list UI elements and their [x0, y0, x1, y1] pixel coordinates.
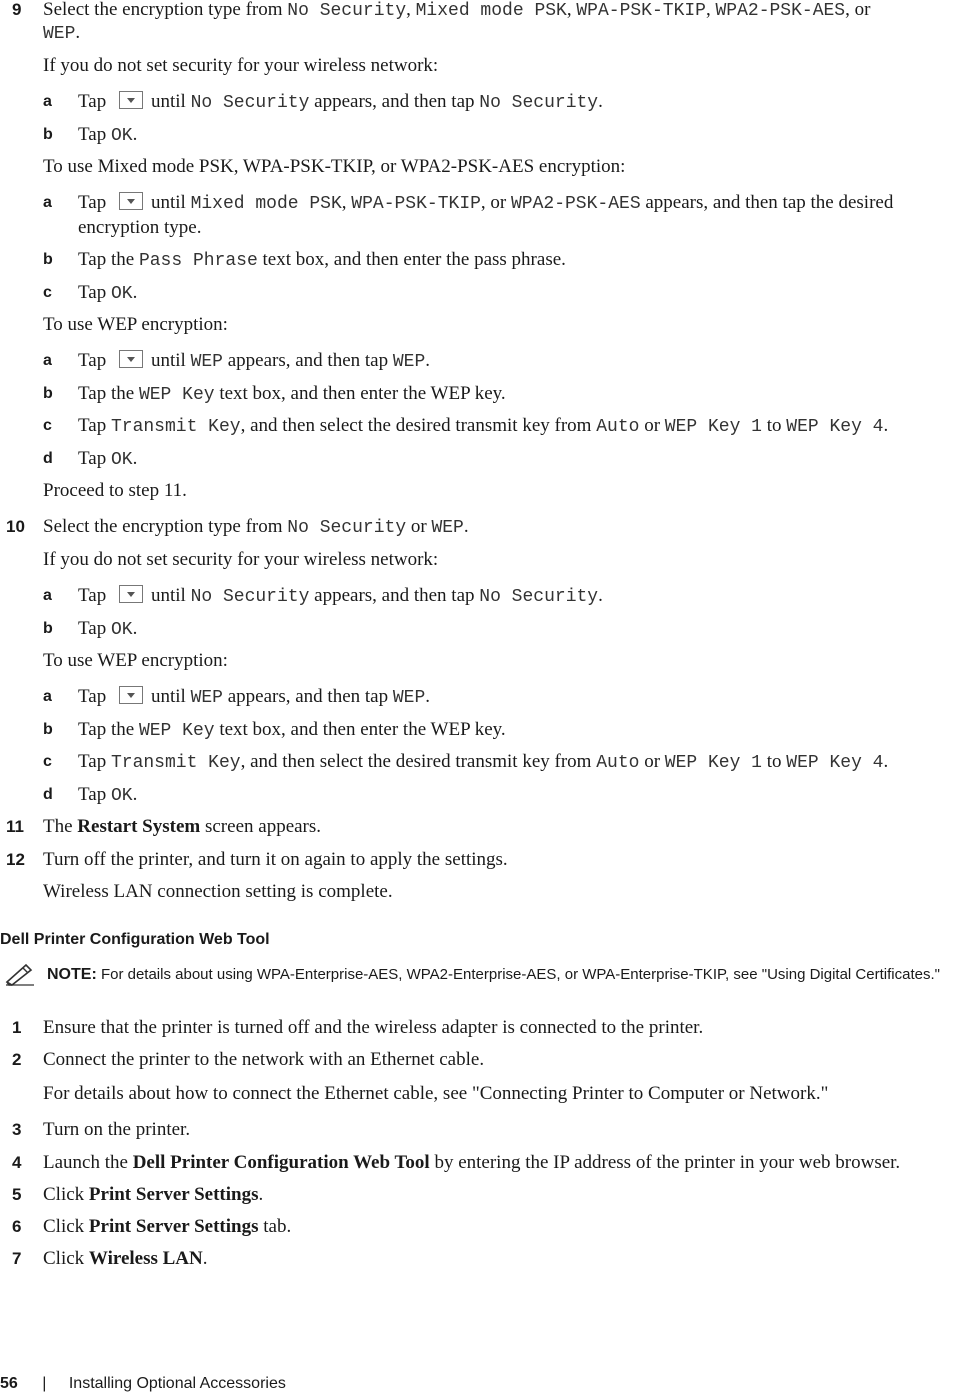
dropdown-arrow-icon	[119, 91, 143, 109]
step-text: Turn on the printer.	[43, 1119, 191, 1140]
dropdown-arrow-icon	[119, 585, 143, 603]
step-text: Click Print Server Settings.	[43, 1184, 264, 1205]
footer-separator: |	[42, 1375, 47, 1392]
substep-text: Tap OK.	[78, 124, 138, 146]
substep-text: encryption type.	[78, 217, 202, 238]
step-text: Click Wireless LAN.	[43, 1248, 208, 1269]
substep-letter: c	[43, 284, 52, 301]
step-text: The Restart System screen appears.	[43, 816, 322, 837]
step-number: 6	[12, 1217, 22, 1236]
substep-text: Tap OK.	[78, 618, 138, 640]
step-text: Connect the printer to the network with an Ethernet cable.	[43, 1049, 485, 1070]
substep-letter: c	[43, 417, 52, 434]
paragraph: If you do not set security for your wireless network:	[43, 55, 439, 76]
step-number: 4	[12, 1153, 22, 1172]
paragraph: To use Mixed mode PSK, WPA-PSK-TKIP, or WPA2-PSK-AES encryption:	[43, 156, 626, 177]
step-text: Select the encryption type from No Security or WEP.	[43, 516, 469, 538]
paragraph: To use WEP encryption:	[43, 650, 228, 671]
step-number: 3	[12, 1120, 22, 1139]
substep-letter: a	[43, 352, 52, 369]
paragraph: For details about how to connect the Ethernet cable, see "Connecting Printer to Computer or Network."	[43, 1083, 829, 1104]
substep-letter: b	[43, 385, 53, 402]
paragraph: Proceed to step 11.	[43, 480, 187, 501]
substep-text: Tap until WEP appears, and then tap WEP.	[78, 686, 431, 708]
step-number: 11	[6, 817, 24, 836]
substep-text: Tap the WEP Key text box, and then enter the WEP key.	[78, 719, 506, 741]
step-number: 1	[12, 1018, 22, 1037]
dropdown-arrow-icon	[119, 192, 143, 210]
substep-letter: b	[43, 126, 53, 143]
dropdown-arrow-icon	[119, 686, 143, 704]
note-pencil-icon	[4, 962, 34, 986]
note-text: For details about using WPA-Enterprise-AES, WPA2-Enterprise-AES, or WPA-Enterprise-TKIP, see "Using Digital Certificates."	[96, 966, 940, 983]
step-number: 5	[12, 1185, 22, 1204]
dropdown-arrow-icon	[119, 350, 143, 368]
substep-text: Tap OK.	[78, 448, 138, 470]
step-number: 9	[12, 0, 22, 19]
paragraph: Wireless LAN connection setting is complete.	[43, 881, 393, 902]
substep-text: Tap until WEP appears, and then tap WEP.	[78, 350, 431, 372]
section-heading: Dell Printer Configuration Web Tool	[0, 931, 270, 948]
page-footer	[0, 1375, 286, 1393]
substep-text: Tap Transmit Key, and then select the desired transmit key from Auto or WEP Key 1 to WEP Key 4.	[78, 751, 889, 773]
substep-text: Tap until Mixed mode PSK, WPA-PSK-TKIP, or WPA2-PSK-AES appears, and then tap the desired	[78, 192, 894, 214]
substep-letter: a	[43, 688, 52, 705]
substep-text: Tap OK.	[78, 784, 138, 806]
substep-letter: a	[43, 194, 52, 211]
step-text: Select the encryption type from No Security, Mixed mode PSK, WPA-PSK-TKIP, WPA2-PSK-AES, or	[43, 0, 871, 21]
step-number: 2	[12, 1050, 22, 1069]
page-number: 56	[0, 1375, 18, 1392]
substep-text: Tap until No Security appears, and then tap No Security.	[78, 585, 603, 607]
step-number: 7	[12, 1249, 22, 1268]
substep-letter: c	[43, 753, 52, 770]
substep-letter: d	[43, 450, 53, 467]
step-text: Ensure that the printer is turned off and the wireless adapter is connected to the printer.	[43, 1017, 704, 1038]
paragraph: To use WEP encryption:	[43, 314, 228, 335]
substep-letter: b	[43, 251, 53, 268]
substep-text: Tap the Pass Phrase text box, and then enter the pass phrase.	[78, 249, 566, 271]
substep-letter: b	[43, 721, 53, 738]
step-text: Turn off the printer, and turn it on again to apply the settings.	[43, 849, 508, 870]
step-number: 12	[6, 850, 25, 869]
substep-text: Tap the WEP Key text box, and then enter the WEP key.	[78, 383, 506, 405]
paragraph: If you do not set security for your wireless network:	[43, 549, 439, 570]
substep-letter: a	[43, 93, 52, 110]
step-text: Launch the Dell Printer Configuration Web Tool by entering the IP address of the printer in your web browser.	[43, 1152, 901, 1173]
substep-text: Tap OK.	[78, 282, 138, 304]
step-text: WEP.	[43, 22, 81, 44]
footer-title: Installing Optional Accessories	[68, 1375, 286, 1392]
note-label: NOTE:	[47, 966, 97, 983]
note	[43, 964, 943, 986]
step-text: Click Print Server Settings tab.	[43, 1216, 292, 1237]
substep-letter: a	[43, 587, 52, 604]
step-number: 10	[6, 517, 25, 536]
substep-text: Tap Transmit Key, and then select the desired transmit key from Auto or WEP Key 1 to WEP Key 4.	[78, 415, 889, 437]
substep-letter: d	[43, 786, 53, 803]
substep-letter: b	[43, 620, 53, 637]
substep-text: Tap until No Security appears, and then tap No Security.	[78, 91, 603, 113]
